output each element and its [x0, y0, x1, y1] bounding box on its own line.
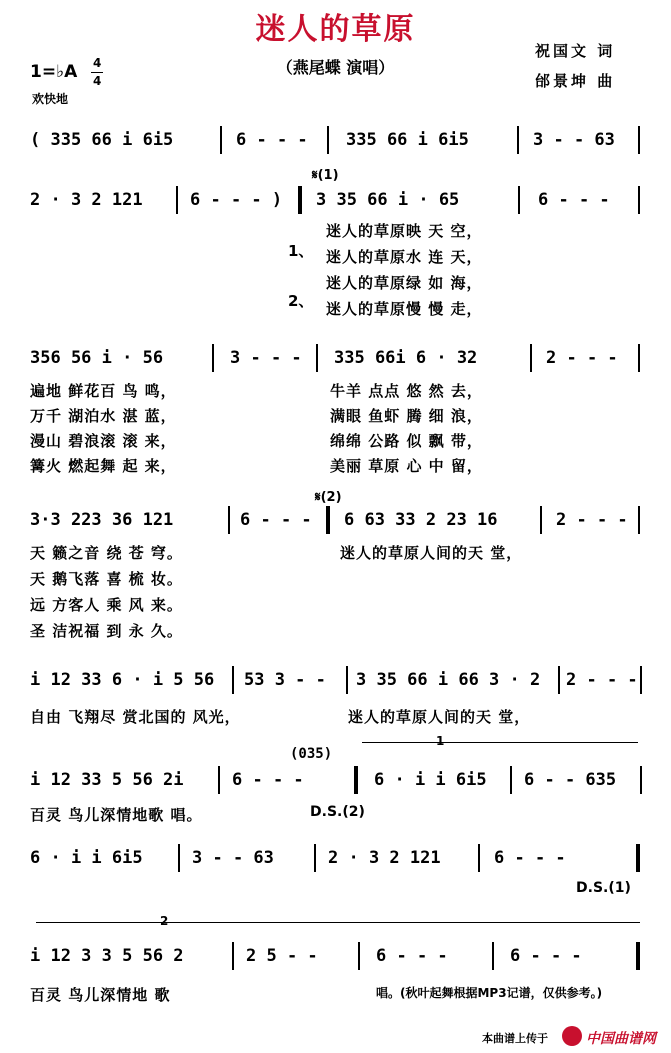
dal-segno-2: D.S.(2) — [310, 804, 365, 820]
barline — [640, 766, 642, 794]
barline — [218, 766, 220, 794]
segno-marker-1: 𝄋(1) — [312, 168, 339, 183]
dal-segno-1: D.S.(1) — [576, 880, 631, 896]
repeat-start-barline — [298, 186, 302, 214]
final-barline — [636, 942, 640, 970]
measure-22: 6 - - - — [232, 770, 304, 790]
barline — [176, 186, 178, 214]
measure-6: 6 - - - ) — [190, 190, 283, 210]
measure-31: 6 - - - — [376, 946, 448, 966]
measure-14: 6 - - - — [240, 510, 312, 530]
measure-13: 3·3 223 36 121 — [30, 510, 174, 530]
measure-7: 3 35 66 i · 65 — [316, 190, 460, 210]
barline — [638, 506, 640, 534]
lyricist-credit: 祝国文 词 — [535, 42, 616, 60]
measure-21: i 12 33 5 56 2i — [30, 770, 184, 790]
repeat-end-barline — [326, 506, 330, 534]
lyric-line: 美丽 草原 心 中 留， — [330, 457, 483, 475]
upload-note: 本曲谱上传于 — [482, 1032, 548, 1045]
barline — [220, 126, 222, 154]
measure-19: 3 35 66 i 66 3 · 2 — [356, 670, 541, 690]
lyric-line: 唱。(秋叶起舞根据MP3记谱，仅供参考。) — [376, 986, 603, 1000]
measure-2: 6 - - - — [236, 130, 308, 150]
barline — [232, 942, 234, 970]
site-logo-icon — [562, 1026, 582, 1046]
barline — [640, 666, 642, 694]
measure-5: 2 · 3 2 121 — [30, 190, 143, 210]
verse-line: 迷人的草原水 连 天， — [326, 248, 483, 266]
measure-9: 356 56 i · 56 — [30, 348, 164, 368]
double-barline — [354, 766, 358, 794]
measure-1: ( 335 66 i 6i5 — [30, 130, 174, 150]
verse-line: 迷人的草原绿 如 海， — [326, 274, 483, 292]
song-title: 迷人的草原 — [255, 12, 416, 47]
measure-11: 335 66i 6 · 32 — [334, 348, 478, 368]
verse-1-label: 1、 — [288, 242, 314, 260]
barline — [178, 844, 180, 872]
barline — [510, 766, 512, 794]
measure-30: 2 5 - - — [246, 946, 318, 966]
volta-bracket-2 — [36, 922, 640, 923]
lyric-line: 牛羊 点点 悠 然 去， — [330, 382, 483, 400]
barline — [638, 126, 640, 154]
barline — [517, 126, 519, 154]
measure-28: 6 - - - — [494, 848, 566, 868]
lyric-line: 满眼 鱼虾 腾 细 浪， — [330, 407, 483, 425]
lyric-line: 天 鹅飞落 喜 梳 妆。 — [30, 570, 183, 588]
barline — [346, 666, 348, 694]
measure-16: 2 - - - — [556, 510, 628, 530]
barline — [212, 344, 214, 372]
site-name[interactable]: 中国曲谱网 — [586, 1031, 656, 1047]
lyric-line: 百灵 鸟儿深情地 歌 — [30, 986, 171, 1004]
volta-bracket-1 — [362, 742, 638, 743]
measure-23: 6 · i i 6i5 — [374, 770, 487, 790]
measure-15: 6 63 33 2 23 16 — [344, 510, 498, 530]
measure-12: 2 - - - — [546, 348, 618, 368]
song-subtitle: （燕尾蝶 演唱） — [276, 58, 395, 77]
time-signature-line — [91, 72, 103, 73]
segno-marker-2: 𝄋(2) — [315, 490, 342, 505]
measure-3: 335 66 i 6i5 — [346, 130, 469, 150]
barline — [530, 344, 532, 372]
volta-number-1: 1 — [436, 734, 445, 748]
lyric-line: 绵绵 公路 似 飘 带， — [330, 432, 483, 450]
barline — [314, 844, 316, 872]
barline — [540, 506, 542, 534]
barline — [638, 344, 640, 372]
barline — [232, 666, 234, 694]
measure-20: 2 - - - — [566, 670, 638, 690]
measure-32: 6 - - - — [510, 946, 582, 966]
measure-29: i 12 3 3 5 56 2 — [30, 946, 184, 966]
measure-8: 6 - - - — [538, 190, 610, 210]
repeat-end-barline — [636, 844, 640, 872]
barline — [518, 186, 520, 214]
lyric-line: 迷人的草原人间的天 堂， — [348, 708, 531, 726]
measure-18: 53 3 - - — [244, 670, 326, 690]
measure-17: i 12 33 6 · i 5 56 — [30, 670, 215, 690]
lyric-line: 自由 飞翔尽 赏北国的 风光， — [30, 708, 241, 726]
lyric-line: 百灵 鸟儿深情地歌 唱。 — [30, 806, 203, 824]
measure-27: 2 · 3 2 121 — [328, 848, 441, 868]
verse-line: 迷人的草原映 天 空， — [326, 222, 483, 240]
verse-2-label: 2、 — [288, 292, 314, 310]
volta-number-2: 2 — [160, 914, 169, 928]
lyric-line: 迷人的草原人间的天 堂， — [340, 544, 523, 562]
barline — [316, 344, 318, 372]
measure-24: 6 - - 635 — [524, 770, 617, 790]
lyric-line: 篝火 燃起舞 起 来， — [30, 457, 177, 475]
lyric-line: 漫山 碧浪滚 滚 来， — [30, 432, 177, 450]
tempo-marking: 欢快地 — [32, 92, 69, 106]
key-signature: 1=♭A — [30, 62, 78, 82]
barline — [327, 126, 329, 154]
verse-line: 迷人的草原慢 慢 走， — [326, 300, 483, 318]
barline — [358, 942, 360, 970]
lyric-line: 圣 洁祝福 到 永 久。 — [30, 622, 183, 640]
lyric-line: 远 方客人 乘 风 来。 — [30, 596, 183, 614]
barline — [558, 666, 560, 694]
composer-credit: 邰景坤 曲 — [535, 72, 616, 90]
time-denominator: 4 — [93, 74, 102, 88]
barline — [638, 186, 640, 214]
measure-26: 3 - - 63 — [192, 848, 274, 868]
barline — [478, 844, 480, 872]
lyric-line: 天 籁之音 绕 苍 穹。 — [30, 544, 183, 562]
time-numerator: 4 — [93, 56, 102, 70]
barline — [228, 506, 230, 534]
measure-4: 3 - - 63 — [533, 130, 615, 150]
barline — [492, 942, 494, 970]
measure-25: 6 · i i 6i5 — [30, 848, 143, 868]
measure-10: 3 - - - — [230, 348, 302, 368]
pickup-notes: (035) — [290, 746, 333, 762]
lyric-line: 遍地 鲜花百 鸟 鸣， — [30, 382, 177, 400]
lyric-line: 万千 湖泊水 湛 蓝， — [30, 407, 177, 425]
